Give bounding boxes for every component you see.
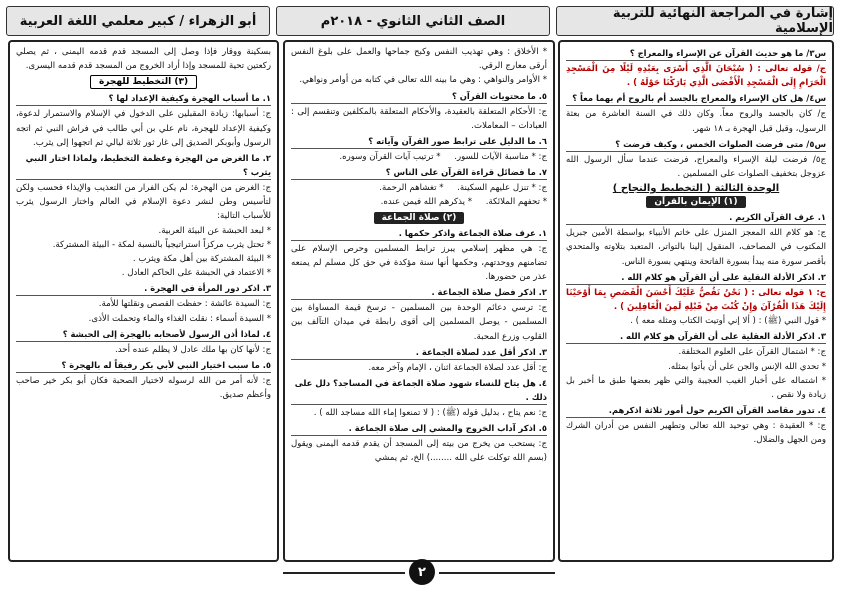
question: ٣. اذكر دور المرأة في الهجرة . [16,281,271,296]
answer: * قول النبي (ﷺ) : ( ألا إني أوتيت الكتاب ومثله معه ) . [630,316,826,327]
answer: ج: * اشتمال القرآن على العلوم المختلفة. [678,347,826,358]
answer: ج٥/ فرضت ليلة الإسراء والمعراج، فرضت عندما سأل الرسول الله عزوجل بتخفيف الصلوات على المسلمين . [566,154,826,180]
unit-title: الوحدة الثالثة ( التخطيط والنجاح ) [612,183,780,195]
answer-row [291,195,547,209]
question: ١. ما أسباب الهجرة وكيفية الإعداد لها ؟ [16,91,271,106]
bullet: * تحتل يثرب مركزاً استراتيجياً بالنسبة لمكة - البيئة المشتركة. [52,239,271,250]
answer: * تحفهم الملائكة. [485,197,547,208]
answer: ج/ قوله تعالى : ( سُبْحَانَ الَّذِي أَسْرَى بِعَبْدِهِ لَيْلًا مِنَ الْمَسْجِدِ الْحَرَامِ إِلَى الْمَسْجِدِ الْأَقْصَى الَّذِي بَارَكْنَا حَوْلَهُ ) . [566,64,826,89]
column-left [8,40,279,562]
page-number: ٢ [409,559,435,585]
header-title-mid: الصف الثاني الثانوي - ٢٠١٨م [276,6,550,36]
column-right [558,40,834,562]
answer: ج: ترسي دعائم الوحدة بين المسلمين - ترسخ قيمة المساواة بين المسلمين - يوصل المسلمين إلى أقوى رابطة في ميدان التآلف بين القلوب وزرع المحبة. [291,303,547,342]
answer: ج: لأنه أمر من الله لرسوله لاختيار الصحبة فكان أبو بكر خير صاحب وأعظم صديق. [16,376,271,401]
header-title-left: أبو الزهراء / كبير معلمي اللغة العربية [6,6,270,36]
question: ٤. هل يتاح للنساء شهود صلاة الجماعة في المساجد؟ دلل على ذلك . [291,376,547,405]
question: ٢. ما الغرض من الهجرة وعظمة التخطيط، ولماذا اختار النبي يثرب ؟ [16,151,271,180]
bullet: * لبعد الحبشة عن البيئة العربية. [158,225,271,236]
answer: * الأخلاق : وهي تهذيب النفس وكبح جماحها والعمل على بلوغ النفس أرقى معارج الرقي. [291,47,547,72]
answer: ج: السيدة عائشة : حفظت القصص ونقلتها للأمة. [98,299,271,310]
section-heading [16,75,271,89]
question: ٢. اذكر الأدلة النقلية على أن القرآن هو كلام الله . [566,270,826,285]
question: ١. عرف صلاة الجماعة واذكر حكمها . [291,226,547,241]
section-heading [291,212,547,224]
section-label: (١) الإيمان بالقرآن [646,196,745,208]
answer: * تحدي الله الإنس والجن على أن يأتوا بمثله. [668,361,826,372]
bullet: * الاعتماد في الحبشة على الحاكم العادل . [121,268,271,279]
question: ٣. اذكر الأدلة العقلية على أن القرآن هو كلام الله . [566,329,826,344]
question: س٤/ هل كان الإسراء والمعراج بالجسد أم بالروح أم بهما معاً ؟ [566,91,826,106]
bullet: * البيئة المشتركة بين أهل مكة ويثرب . [132,254,271,265]
question: ٦. ما الدليل على ترابط صور القرآن وآياته ؟ [291,134,547,149]
header-title-right: إشارة في المراجعة النهائية للتربية الإسلامية [556,6,834,36]
answer: ج: هو كلام الله المعجز المنزل على خاتم الأنبياء بواسطة الأمين جبريل المكتوب في المصاحف، المنقول إلينا بالتواتر، المتعبد بتلاوته والمتحدي بأقصر سورة منه يبدأ بسورة الفاتحة وينتهي بسورة الناس. [566,228,826,267]
answer: * اشتماله على أخبار الغيب العجيبة والتي ظهر بعضها طبق ما أخبر بل زيادة ولا نقص . [566,375,826,401]
question: س٥/ متى فرضت الصلوات الخمس ، وكيف فرضت ؟ [566,137,826,152]
answer: ج: أسبابها: زيادة المقبلين على الدخول في الإسلام والاستمرار لدعوة، وكيفية الإعداد للهجرة، نام علي بن أبي طالب في فراش النبي ثم اتجه الرسول وأبوبكر الصديق إلى غار ثور ثلاثة ليالي ثم اتجهوا إلى يثرب. [16,109,271,148]
question: ٣. اذكر أقل عدد لصلاة الجماعة . [291,345,547,360]
question: ٤. لماذا أذن الرسول لأصحابه بالهجرة إلى الحبشة ؟ [16,327,271,342]
page-header [8,6,834,38]
answer: * تغشاهم الرحمة. [379,183,444,194]
column-middle [283,40,555,562]
answer: بسكينة ووقار فإذا وصل إلى المسجد قدم قدمه اليمنى ، ثم يصلي ركعتين تحية للمسجد وإذا أراد الخروج من المسجد قدم قدمه اليسرى. [16,47,271,72]
answer: ج: * العقيدة : وهي توحيد الله تعالى وتطهير النفس من أدران الشرك ومن الجهل والضلال. [566,421,826,446]
question: ٧. ما فضائل قراءة القرآن على الناس ؟ [291,165,547,180]
question: ٥. اذكر آداب الخروج والمشي إلى صلاة الجماعة . [291,421,547,436]
answer: * السيدة أسماء : نقلت الغذاء والماء وتحملت الأذى. [88,313,271,324]
section-label: (٣) التخطيط للهجرة [90,75,197,89]
answer-row [291,181,547,195]
question: ٥. ما محتويات القرآن ؟ [291,89,547,104]
answer: ج: أقل عدد لصلاة الجماعة اثنان ، الإمام وآخر معه. [368,362,547,373]
answer: * يذكرهم الله فيمن عنده. [380,197,473,208]
answer: ج/ كان بالجسد والروح معاً. وكان ذلك في السنة العاشرة من بعثة الرسول، وقيل قبل الهجرة بـ ١٨ شهر. [566,109,826,134]
footer-line-right [439,572,555,574]
answer: * الأوامر والنواهي : وهي ما بينه الله تعالى في كتابه من أوامر ونواهي. [299,75,547,86]
question: س٣/ ما هو حديث القرآن عن الإسراء والمعراج ؟ [566,46,826,61]
section-heading [566,196,826,208]
question: ١. عرف القرآن الكريم . [566,210,826,225]
answer: ج: ١ قوله تعالى : ( نَحْنُ نَقُصُّ عَلَيْكَ أَحْسَنَ الْقَصَصِ بِمَا أَوْحَيْنَا إِلَيْكَ هَذَا الْقُرْآنَ وَإِنْ كُنْتَ مِنْ قَبْلِهِ لَمِنَ الْغَافِلِينَ ) . [566,287,826,313]
question: ٢. اذكر فضل صلاة الجماعة . [291,285,547,300]
answer: ج: نعم يتاح ، بدليل قوله (ﷺ) : ( لا تمنعوا إماء الله مساجد الله ) . [313,408,547,419]
answer: ج: الأحكام المتعلقة بالعقيدة، والأحكام المتعلقة بالمكلفين وتنقسم إلى : العبادات – المعاملات. [291,106,547,131]
answer: ج: الغرض من الهجرة: لم يكن الفرار من التعذيب والإيذاء فحسب ولكن لتأسيس وطن لنشر دعوة الإسلام في العالم واختار الرسول يثرب للأسباب التالية: [16,183,271,222]
answer: ج: لأنها كان بها ملك عادل لا يظلم عنده أحد. [115,344,271,355]
question: ٥. ما سبب اختيار النبي لأبي بكر رفيقاً له بالهجرة ؟ [16,358,271,373]
section-label: (٢) صلاة الجماعة [374,212,465,224]
footer-line-left [283,572,405,574]
answer: ج: * تنزل عليهم السكينة. [457,183,547,194]
answer: ج: يستحب من يخرج من بيته إلى المسجد أن يقدم قدمه اليمنى ويقول (بسم الله توكلت على الله ........) الخ، ثم يمشي [291,439,547,464]
answer: ج: * مناسبة الآيات للسور. [454,152,547,163]
question: ٤. تدور مقاصد القرآن الكريم حول أمور ثلاثة اذكرهم. [566,403,826,418]
answer-row [291,150,547,164]
answer: ج: هي مظهر إسلامي يبرز ترابط المسلمين وحرص الإسلام على تضامنهم ووحدتهم، وحكمها أنها سنة مؤكدة في حق كل مسلم لم يمنعه عذر من حضورها. [291,243,547,283]
answer: * ترتيب آيات القرآن وسوره. [339,152,441,163]
